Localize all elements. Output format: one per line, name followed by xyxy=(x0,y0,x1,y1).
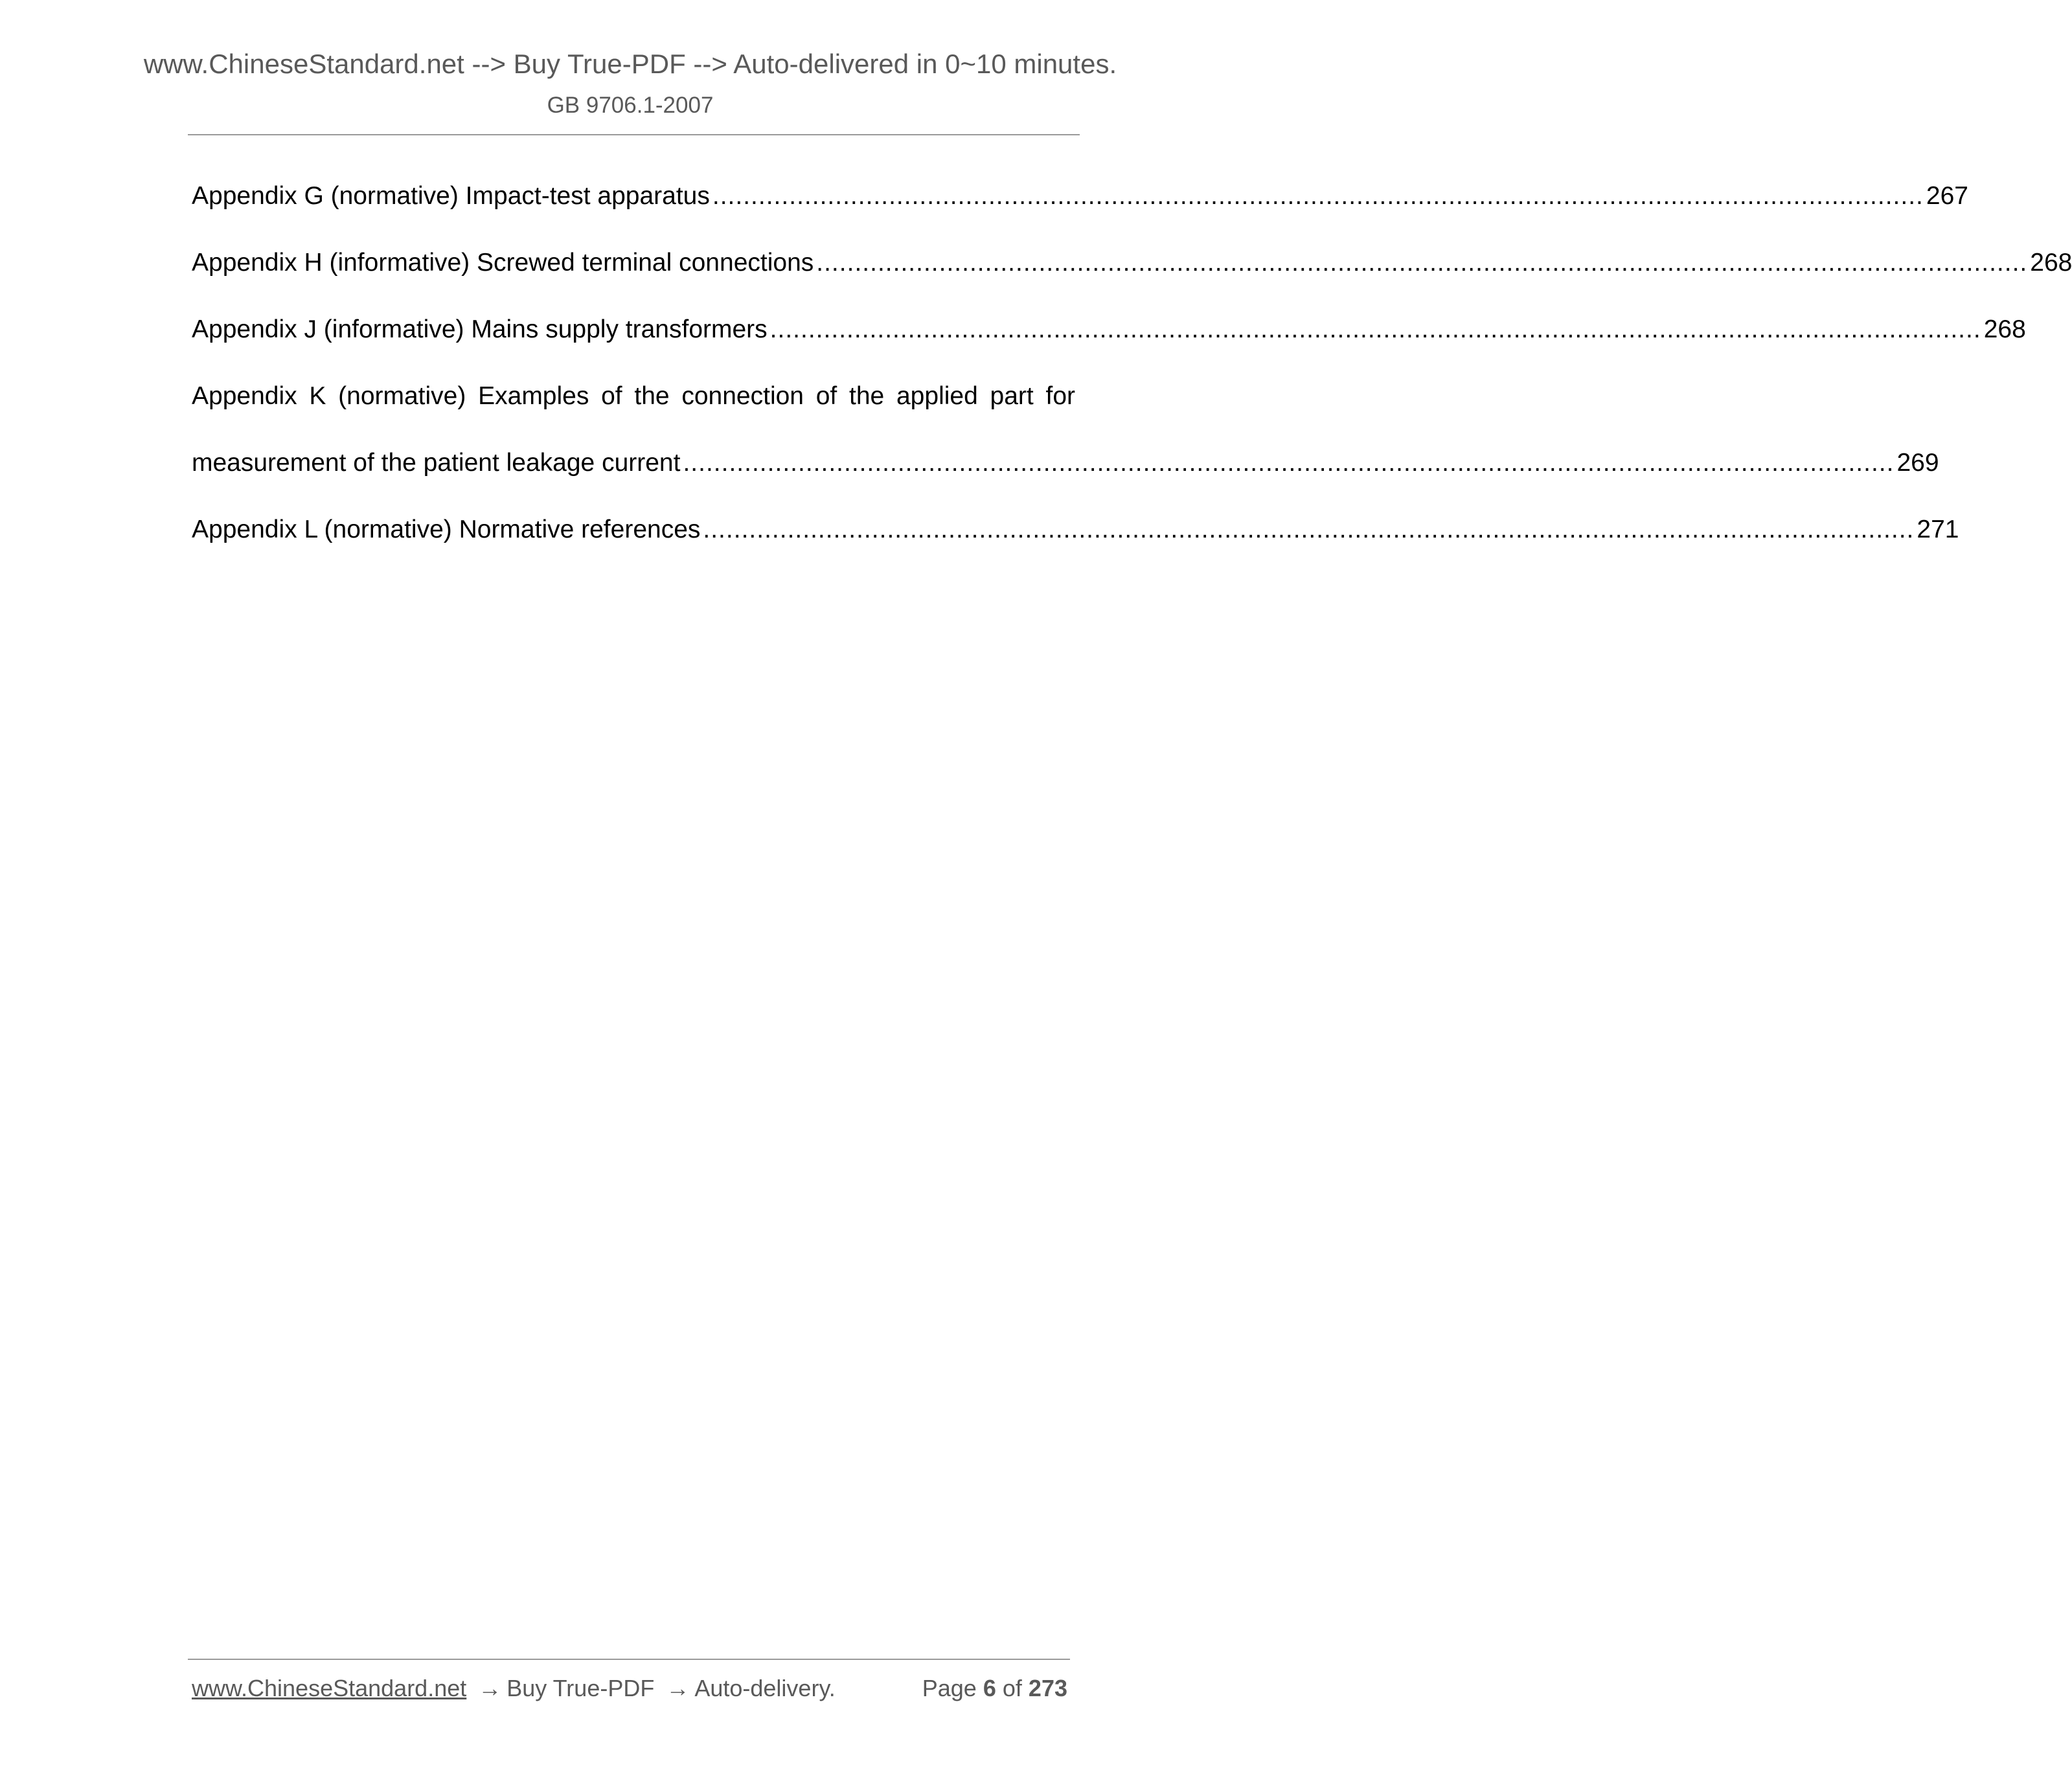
toc-entry-appendix-g[interactable] xyxy=(192,175,1968,242)
toc-entry-title: Appendix J (informative) Mains supply transformers xyxy=(192,315,768,343)
toc-dot-leader: .............................................................................................................................................................. xyxy=(683,449,1895,477)
toc-entry-page: 269 xyxy=(1896,449,1939,477)
toc-dot-leader: .............................................................................................................................................................. xyxy=(769,315,1981,343)
arrow-right-icon: → xyxy=(666,1675,690,1701)
toc-entry-page: 271 xyxy=(1917,516,1959,543)
arrow-right-icon: → xyxy=(478,1675,502,1701)
toc-entry-title: Appendix L (normative) Normative references xyxy=(192,516,701,543)
page-current: 6 xyxy=(983,1675,996,1701)
toc-dot-leader: .............................................................................................................................................................. xyxy=(703,516,1915,543)
footer-promo xyxy=(192,1674,836,1702)
toc-dot-leader: .............................................................................................................................................................. xyxy=(816,249,2028,277)
toc-entry-page: 268 xyxy=(2030,249,2072,277)
standard-number: GB 9706.1-2007 xyxy=(547,93,714,118)
footer-buy-text: Buy True-PDF xyxy=(507,1675,655,1701)
footer-site-link[interactable]: www.ChineseStandard.net xyxy=(192,1675,467,1701)
page-of-label: of xyxy=(1002,1675,1022,1701)
toc-entry-appendix-j[interactable] xyxy=(192,308,2026,375)
toc-entry-page: 267 xyxy=(1926,182,1968,210)
table-of-contents xyxy=(192,175,2072,575)
header-banner: www.ChineseStandard.net --> Buy True-PDF --> Auto-delivered in 0~10 minutes. xyxy=(143,49,1117,79)
toc-entry-appendix-k-line-1[interactable] xyxy=(192,375,1075,442)
page-total: 273 xyxy=(1028,1675,1067,1701)
toc-dot-leader: .............................................................................................................................................................. xyxy=(712,182,1924,210)
footer-delivery-text: Auto-delivery. xyxy=(694,1675,836,1701)
toc-entry-appendix-h[interactable] xyxy=(192,242,2072,308)
toc-entry-title: Appendix G (normative) Impact-test apparatus xyxy=(192,182,710,210)
toc-entry-title: Appendix K (normative) Examples of the connection of the applied part for xyxy=(192,382,1075,410)
toc-entry-title: Appendix H (informative) Screwed terminal connections xyxy=(192,249,814,277)
header-divider xyxy=(188,134,1080,135)
toc-entry-page: 268 xyxy=(1983,315,2026,343)
page-label: Page xyxy=(922,1675,977,1701)
page-number xyxy=(922,1674,1067,1702)
footer-divider xyxy=(188,1659,1070,1660)
toc-entry-appendix-l[interactable] xyxy=(192,508,1959,575)
toc-entry-appendix-k-line-2[interactable] xyxy=(192,442,1939,508)
toc-entry-title-continued: measurement of the patient leakage current xyxy=(192,449,681,477)
